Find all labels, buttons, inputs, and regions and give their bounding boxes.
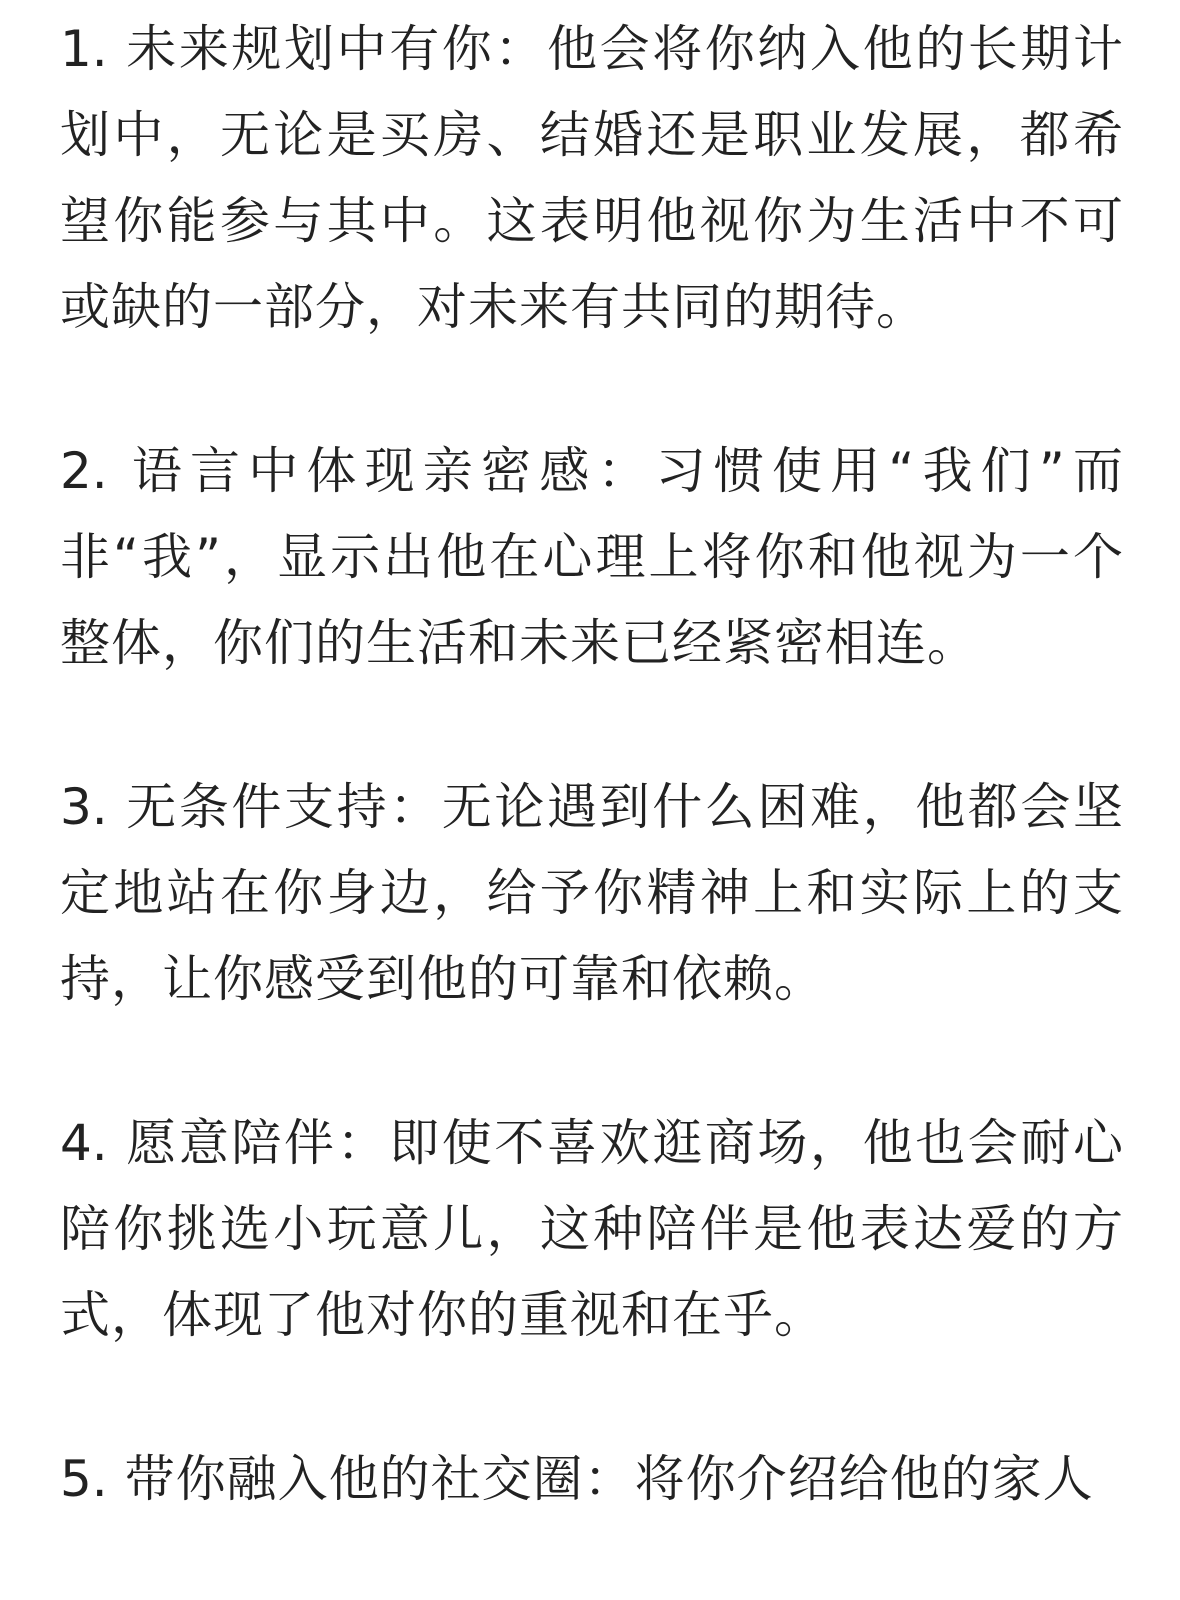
- item-number: 2.: [60, 442, 108, 500]
- item-number: 3.: [60, 778, 108, 836]
- list-item: [60, 1100, 1124, 1358]
- item-text: 无条件支持：无论遇到什么困难，他都会坚定地站在你身边，给予你精神上和实际上的支持，让你感受到他的可靠和依赖。: [60, 778, 1124, 1008]
- list-item: [60, 6, 1124, 350]
- item-number: 4.: [60, 1114, 108, 1172]
- list-item: [60, 428, 1124, 686]
- article-body: [60, 6, 1124, 1600]
- list-item: [60, 1436, 1124, 1522]
- item-text: 未来规划中有你：他会将你纳入他的长期计划中，无论是买房、结婚还是职业发展，都希望你能参与其中。这表明他视你为生活中不可或缺的一部分，对未来有共同的期待。: [60, 20, 1124, 336]
- item-text: 愿意陪伴：即使不喜欢逛商场，他也会耐心陪你挑选小玩意儿，这种陪伴是他表达爱的方式，体现了他对你的重视和在乎。: [60, 1114, 1124, 1344]
- item-text: 语言中体现亲密感：习惯使用“我们”而非“我”，显示出他在心理上将你和他视为一个整体，你们的生活和未来已经紧密相连。: [60, 442, 1124, 672]
- item-number: 5.: [60, 1450, 108, 1508]
- item-number: 1.: [60, 20, 108, 78]
- list-item: [60, 764, 1124, 1022]
- item-text: 带你融入他的社交圈：将你介绍给他的家人: [124, 1450, 1094, 1508]
